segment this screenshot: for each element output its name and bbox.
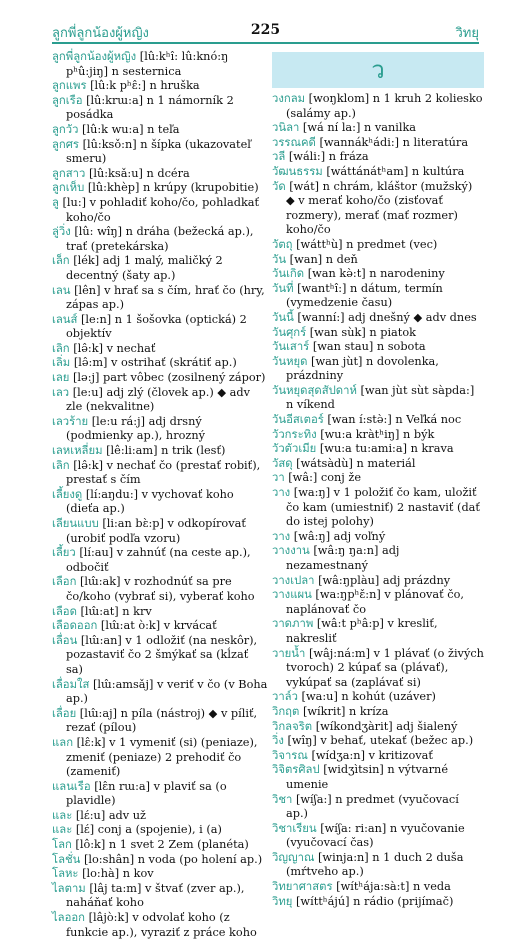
dictionary-entry: [52, 415, 268, 444]
entry-definition: [wa:ŋ] v 1 položiť čo kam, uložiť čo kam (umiestniť) 2 nastaviť (dať do istej polohy): [286, 486, 480, 529]
entry-headword: วาดภาพ: [272, 617, 314, 631]
dictionary-entry: [52, 809, 268, 824]
entry-definition: [wát] n chrám, kláštor (mužský) ◆ v merať koho/čo (zisťovať rozmery), merať (mať rozmer) koho/čo: [285, 179, 473, 237]
dictionary-entry: [52, 882, 268, 911]
entry-definition: [wáttʰù] n predmet (vec): [292, 237, 438, 251]
header-rule: [52, 42, 479, 44]
entry-definition: [wan kə̀:t] n narodeniny: [304, 267, 445, 281]
entry-definition: [lə:j] part vôbec (zosilnený zápor): [69, 371, 266, 385]
entry-headword: วิจิตรศิลป: [272, 763, 320, 777]
dictionary-entry: [52, 196, 268, 225]
entry-headword: วิทยาศาสตร: [272, 880, 333, 894]
dictionary-entry: [272, 793, 484, 822]
entry-headword: วัน: [272, 252, 287, 266]
dictionary-entry: [52, 838, 268, 853]
dictionary-entry: [52, 386, 268, 415]
dictionary-entry: [272, 311, 484, 326]
dictionary-entry: [52, 254, 268, 283]
page-header: [52, 22, 479, 42]
section-letter: ว: [371, 55, 385, 84]
entry-headword: เลื่อย: [52, 706, 77, 720]
dictionary-entry: [52, 911, 268, 940]
entry-headword: วางงาน: [272, 544, 310, 558]
entry-definition: [wan jùt sùt sàpda:] n víkend: [286, 383, 475, 412]
dictionary-entry: [272, 851, 484, 880]
entry-headword: เลื่อมใส: [52, 677, 90, 691]
dictionary-entry: [52, 94, 268, 123]
entry-headword: วันเกิด: [272, 267, 305, 281]
entry-definition: [wanní:] adj dnešný ◆ adv dnes: [293, 310, 477, 324]
dictionary-entry: [52, 546, 268, 575]
dictionary-entry: [52, 780, 268, 809]
entry-definition: [lɛ́:u] adv už: [72, 808, 146, 822]
dictionary-entry: [52, 138, 268, 167]
entry-definition: [wantʰî:] n dátum, termín (vymedzenie času): [286, 281, 443, 310]
entry-headword: เลหเหลี่ยม: [52, 444, 103, 458]
entry-headword: เลิ่ม: [52, 356, 71, 370]
entry-headword: และ: [52, 823, 73, 837]
entry-definition: [lo:hà] n kov: [78, 867, 154, 881]
entry-definition: [lɯ̂:an] v 1 odložiť (na neskôr), pozastaviť čo 2 šmýkať sa (kĺzať sa): [66, 633, 258, 676]
entry-definition: [wâ:ŋ] adj voľný: [290, 529, 386, 543]
entry-headword: แลนเรือ: [52, 779, 91, 793]
entry-definition: [wáli:] n fráza: [285, 150, 369, 164]
entry-headword: วันหยุด: [272, 354, 308, 368]
dictionary-entry: [52, 50, 268, 79]
dictionary-entry: [52, 634, 268, 678]
entry-definition: [wan í:stə̀:] n Veľká noc: [323, 413, 462, 427]
dictionary-entry: [272, 720, 484, 735]
dictionary-entry: [272, 486, 484, 530]
entry-definition: [wan jùt] n dovolenka, prázdniny: [286, 354, 439, 383]
dictionary-entry: [272, 734, 484, 749]
entry-headword: วันนี้: [272, 310, 294, 324]
dictionary-entry: [272, 267, 484, 282]
entry-definition: [lə̂:k] v nechať čo (prestať robiť), prestať s čím: [66, 458, 261, 487]
entry-headword: วัวกระทิง: [272, 427, 317, 441]
dictionary-entry: [272, 150, 484, 165]
entry-headword: วันอีสเตอร์: [272, 413, 324, 427]
entry-headword: เลวร้าย: [52, 414, 89, 428]
entry-definition: [wâ:t pʰâ:p] v kresliť, nakresliť: [286, 617, 438, 645]
entry-headword: วันเสาร์: [272, 340, 310, 354]
entry-headword: วงกลม: [272, 92, 306, 105]
entry-definition: [wítʰája:sà:t] n veda: [332, 880, 451, 894]
dictionary-entry: [272, 165, 484, 180]
dictionary-entry: [52, 181, 268, 196]
entry-headword: วัวตัวเมีย: [272, 442, 317, 456]
entry-headword: วรรณคดี: [272, 135, 316, 149]
dictionary-entry: [52, 356, 268, 371]
entry-definition: [lɛ̂:k] v 1 vymeniť (si) (peniaze), zmeniť (peniaze) 2 prehodiť čo (zameniť): [66, 735, 258, 779]
entry-definition: [lû:krɯ:a] n 1 námorník 2 posádka: [66, 93, 234, 122]
entry-definition: [lə̂:m] v ostrihať (skrátiť ap.): [70, 356, 237, 370]
left-column: [52, 50, 268, 940]
entry-headword: วันหยุดสุดสัปดาห์: [272, 383, 357, 397]
entry-definition: [wâ:] conj že: [284, 471, 362, 485]
entry-headword: ไลตาม: [52, 881, 86, 895]
entry-headword: วันศุกร์: [272, 325, 307, 339]
dictionary-entry: [272, 588, 484, 617]
dictionary-entry: [52, 488, 268, 517]
dictionary-entry: [272, 180, 484, 238]
dictionary-entry: [52, 678, 268, 707]
entry-definition: [lə̂:k] v nechať: [69, 341, 156, 355]
entry-headword: ลู่วิ่ง: [52, 225, 71, 239]
dictionary-entry: [52, 707, 268, 736]
entry-headword: วาง: [272, 486, 291, 500]
entry-headword: เลนส์: [52, 312, 78, 326]
entry-headword: วนิลา: [272, 121, 300, 135]
entry-headword: วันที่: [272, 281, 294, 295]
dictionary-entry: [272, 763, 484, 792]
entry-headword: เลือด: [52, 604, 77, 618]
header-right-guideword: วิทยุ: [455, 26, 479, 41]
entry-headword: และ: [52, 808, 73, 822]
entry-definition: [wan] n deň: [286, 252, 358, 266]
dictionary-entry: [272, 355, 484, 384]
dictionary-entry: [52, 517, 268, 546]
dictionary-entry: [272, 457, 484, 472]
dictionary-entry: [52, 619, 268, 634]
entry-headword: ไลออก: [52, 911, 86, 925]
dictionary-entry: [272, 121, 484, 136]
entry-definition: [wá ní la:] n vanilka: [299, 121, 417, 135]
entry-definition: [le:u rá:j] adj drsný (podmienky ap.), hrozný: [66, 414, 206, 443]
entry-definition: [wátsàdù] n materiál: [292, 456, 416, 470]
section-letter-box: [272, 52, 484, 88]
dictionary-entry: [272, 617, 484, 646]
entry-definition: [lɯ̂:at ò:k] v krvácať: [97, 619, 217, 633]
dictionary-entry: [52, 575, 268, 604]
entry-headword: เลย: [52, 371, 70, 385]
entry-headword: วายน้ำ: [272, 646, 306, 660]
entry-definition: [wâj:ná:m] v 1 plávať (o živých tvoroch) 2 kúpať sa (plávať), vykúpať sa (zaplávať si): [286, 646, 484, 689]
entry-definition: [lû:kʰî: lû:knó:ŋ pʰû:jiŋ] n sesternica: [66, 50, 229, 78]
entry-headword: ลูกเห็บ: [52, 181, 85, 195]
entry-definition: [lâj ta:m] v štvať (zver ap.), naháňať koho: [66, 881, 245, 910]
entry-definition: [lí:aŋdu:] v vychovať koho (dieťa ap.): [66, 487, 234, 516]
entry-definition: [wíttʰájú] n rádio (prijímač): [292, 894, 454, 908]
entry-headword: วิชา: [272, 792, 293, 806]
dictionary-entry: [52, 459, 268, 488]
entry-definition: [lô:k] n 1 svet 2 Zem (planéta): [71, 838, 249, 852]
entry-definition: [wíʃa: ri:an] n vyučovanie (vyučovací čas): [286, 821, 465, 850]
entry-definition: [lék] adj 1 malý, maličký 2 decentný (šaty ap.): [66, 254, 223, 282]
entry-definition: [wan sùk] n piatok: [306, 325, 416, 339]
entry-headword: วัด: [272, 179, 286, 193]
right-column: [272, 50, 484, 909]
dictionary-entry: [272, 647, 484, 691]
right-column-entries: [272, 92, 484, 909]
dictionary-entry: [272, 471, 484, 486]
entry-definition: [wâ:ŋ ŋa:n] adj nezamestnaný: [286, 544, 400, 572]
entry-definition: [lɯ̂:ak] v rozhodnúť sa pre čo/koho (vybrať si), vyberať koho: [66, 575, 255, 603]
entry-headword: เลว: [52, 385, 70, 399]
entry-headword: วิจารณ: [272, 748, 308, 762]
dictionary-entry: [272, 340, 484, 355]
entry-headword: วัสดุ: [272, 456, 293, 470]
dictionary-entry: [52, 123, 268, 138]
dictionary-entry: [272, 705, 484, 720]
entry-definition: [winja:n] n 1 duch 2 duša (mŕtveho ap.): [286, 850, 464, 879]
entry-headword: ลูกแพร: [52, 79, 87, 93]
entry-headword: ลูกวัว: [52, 122, 79, 136]
entry-headword: โลก: [52, 838, 72, 852]
entry-definition: [wíkondʒàrit] adj šialený: [312, 719, 458, 733]
entry-definition: [lâjò:k] v odvolať koho (z funkcie ap.), vyraziť z práce koho: [66, 911, 257, 939]
entry-headword: วิทยุ: [272, 894, 293, 908]
entry-definition: [lû:ksǒ:n] n šípka (ukazovateľ smeru): [66, 137, 251, 166]
entry-headword: โลหะ: [52, 867, 79, 881]
entry-headword: วาง: [272, 529, 291, 543]
dictionary-entry: [52, 853, 268, 868]
dictionary-entry: [272, 574, 484, 589]
entry-headword: ลูกสาว: [52, 166, 86, 180]
dictionary-entry: [272, 428, 484, 443]
entry-headword: วางแผน: [272, 588, 312, 602]
entry-headword: เลือก: [52, 575, 77, 589]
dictionary-entry: [272, 442, 484, 457]
entry-headword: โลชั่น: [52, 852, 81, 866]
dictionary-entry: [52, 225, 268, 254]
entry-headword: เลียนแบบ: [52, 517, 99, 530]
entry-headword: วิกฤต: [272, 704, 300, 718]
entry-definition: [wídʒa:n] v kritizovať: [307, 748, 433, 762]
dictionary-entry: [52, 167, 268, 182]
entry-headword: วัฒนธรรม: [272, 164, 323, 178]
entry-definition: [wannákʰádi:] n literatúra: [315, 135, 469, 149]
entry-definition: [wíʃa:] n predmet (vyučovací ap.): [286, 792, 459, 821]
dictionary-entry: [52, 867, 268, 882]
entry-definition: [li:an bɛ̀:p] v odkopírovať (urobiť podľa vzoru): [66, 517, 246, 545]
entry-headword: เลิก: [52, 341, 70, 355]
entry-definition: [wa:u] n kohút (uzáver): [297, 690, 436, 704]
entry-headword: ลูกศร: [52, 137, 80, 151]
entry-definition: [lû:k wu:a] n teľa: [78, 122, 180, 136]
entry-definition: [wâ:ŋplàu] adj prázdny: [314, 573, 451, 587]
entry-headword: ลูกเรือ: [52, 93, 83, 107]
dictionary-entry: [52, 605, 268, 620]
dictionary-entry: [272, 253, 484, 268]
entry-definition: [woŋklom] n 1 kruh 2 koliesko (salámy ap.): [286, 92, 483, 120]
entry-headword: วิชาเรียน: [272, 821, 317, 835]
entry-definition: [lɯ̂:at] n krv: [76, 604, 152, 618]
entry-definition: [lû: wîŋ] n dráha (bežecká ap.), trať (pretekárska): [66, 225, 254, 253]
entry-definition: [lɛ̂n rɯ:a] v plaviť sa (o plavidle): [66, 779, 227, 808]
entry-headword: วลี: [272, 150, 286, 164]
dictionary-entry: [272, 326, 484, 341]
entry-definition: [wîŋ] v behať, utekať (bežec ap.): [283, 734, 474, 748]
entry-definition: [wan stau] n sobota: [309, 340, 426, 354]
entry-definition: [lû:ksǎ:u] n dcéra: [85, 166, 190, 180]
entry-headword: เลี้ยว: [52, 546, 76, 560]
entry-definition: [wáttánátʰam] n kultúra: [322, 164, 465, 178]
entry-headword: วาล์ว: [272, 690, 298, 704]
entry-definition: [le:u] adj zlý (človek ap.) ◆ adv zle (nekvalitne): [66, 385, 250, 414]
dictionary-entry: [52, 313, 268, 342]
dictionary-entry: [52, 736, 268, 780]
entry-definition: [wu:a tu:ami:a] n krava: [316, 442, 454, 456]
entry-definition: [wíkrit] n kríza: [299, 704, 389, 718]
entry-definition: [lo:shân] n voda (po holení ap.): [80, 852, 263, 866]
entry-headword: วิญญาณ: [272, 850, 315, 864]
dictionary-entry: [272, 282, 484, 311]
entry-definition: [lu:] v pohladiť koho/čo, pohladkať koho/čo: [58, 195, 260, 224]
dictionary-entry: [272, 530, 484, 545]
page-number: 225: [250, 22, 281, 38]
entry-headword: เลิก: [52, 458, 70, 472]
dictionary-entry: [272, 92, 484, 121]
dictionary-entry: [272, 238, 484, 253]
dictionary-entry: [272, 544, 484, 573]
entry-definition: [lí:au] v zahnúť (na ceste ap.), odbočiť: [66, 546, 251, 574]
entry-definition: [wa:ŋpʰɛ̌:n] v plánovať čo, naplánovať čo: [286, 588, 464, 616]
entry-headword: วัตถุ: [272, 237, 293, 251]
entry-headword: วา: [272, 471, 285, 485]
entry-definition: [wu:a kràtʰiŋ] n býk: [316, 427, 435, 441]
entry-headword: เลื่อน: [52, 633, 78, 647]
dictionary-entry: [272, 136, 484, 151]
dictionary-entry: [272, 413, 484, 428]
dictionary-entry: [272, 749, 484, 764]
entry-headword: ลู: [52, 195, 59, 209]
dictionary-entry: [52, 342, 268, 357]
header-left-guideword: ลูกพี่ลูกน้องผู้หญิง: [52, 26, 149, 41]
entry-definition: [widʒìtsin] n výtvarné umenie: [286, 763, 449, 791]
entry-definition: [lên] v hrať sa s čím, hrať čo (hry, zápas ap.): [66, 283, 265, 312]
dictionary-entry: [272, 895, 484, 910]
entry-definition: [lɯ̂:amsǎj] v veriť v čo (v Boha ap.): [66, 677, 268, 706]
dictionary-entry: [52, 79, 268, 94]
entry-definition: [lû:k pʰɛ̂:] n hruška: [86, 79, 200, 93]
dictionary-entry: [272, 880, 484, 895]
entry-definition: [lɯ̂:aj] n píla (nástroj) ◆ v píliť, rezať (pílou): [66, 706, 258, 735]
entry-headword: วางเปลา: [272, 573, 315, 587]
dictionary-entry: [52, 444, 268, 459]
dictionary-entry: [272, 690, 484, 705]
entry-definition: [le:n] n 1 šošovka (optická) 2 objektív: [66, 312, 247, 341]
dictionary-entry: [272, 822, 484, 851]
entry-definition: [lɛ́] conj a (spojenie), i (a): [72, 823, 222, 837]
entry-definition: [lê:li:am] n trik (lesť): [102, 444, 226, 458]
dictionary-entry: [52, 823, 268, 838]
entry-headword: เลน: [52, 283, 71, 297]
dictionary-entry: [272, 384, 484, 413]
entry-headword: เลือดออก: [52, 619, 98, 633]
dictionary-entry: [52, 371, 268, 386]
entry-headword: วิ่ง: [272, 734, 284, 748]
entry-headword: วิกลจริต: [272, 719, 313, 733]
entry-headword: เลี้ยงดู: [52, 487, 83, 501]
entry-headword: เล็ก: [52, 254, 70, 268]
dictionary-entry: [52, 284, 268, 313]
entry-headword: แลก: [52, 735, 74, 749]
entry-definition: [lû:khèp] n krúpy (krupobitie): [84, 181, 259, 195]
entry-headword: ลูกพี่ลูกน้องผู้หญิง: [52, 50, 137, 63]
